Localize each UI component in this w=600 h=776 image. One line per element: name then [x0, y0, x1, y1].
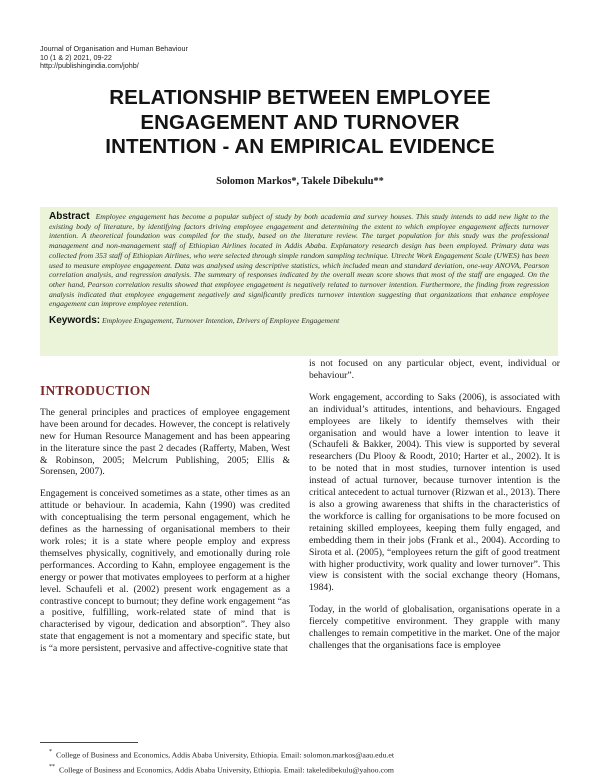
abstract-text: Employee engagement has become a popular subject of study by both academia and survey houses. This study intends to add new light to the existing body of literature, by identifying factors driving employee engagement and determining the extent to which employee engagement affects turnover intention. A theoretical foundation was compiled for the study, based on the literature review. The target population for this study was the professional management and non-management staff of Ethiopian Airlines located in Addis Ababa. Explanatory research design has been employed. Primary data was collected from 353 staff of Ethiopian Airlines, who were selected through simple random sampling technique. Utrecht Work Engagement Scale (UWES) has been used to measure employee engagement. Data was analysed using descriptive statistics, which included mean and standard deviation, one-way ANOVA, Pearson correlation analysis, and regression analysis. The summary of responses indicated by the overall mean score shows that most of the staff are engaged. On the other hand, Pearson correlation results showed that employee engagement is negatively related to turnover intention. Furthermore, the finding from regression analysis indicated that employee engagement negatively and significantly predicts turnover intention suggesting that organizations that enhance employee engagement can improve employee retention. — [49, 212, 549, 309]
keywords-label: Keywords: — [49, 315, 101, 327]
paragraph: The general principles and practices of employee engagement have been around for decades. However, the concept is relatively new for Human Resource Management and has been appearing in the literature since the past 2 decades (Rafferty, Maben, West & Robinson, 2005; Melcrum Publishing, 2005; Ellis & Sorensen, 2007). — [40, 406, 290, 478]
abstract — [49, 212, 549, 309]
footnote-mark: * — [49, 749, 52, 755]
authors: Solomon Markos*, Takele Dibekulu** — [216, 176, 384, 187]
footnotes — [40, 747, 560, 776]
abstract-label: Abstract — [49, 211, 90, 222]
footnote-text: College of Business and Economics, Addis Ababa University, Ethiopia. Email: solomon.markos@aau.edu.et — [56, 750, 394, 760]
left-column — [40, 385, 290, 665]
keywords — [49, 315, 549, 326]
paragraph: Today, in the world of globalisation, organisations operate in a fiercely competitive environment. They grapple with many challenges to remain competitive in the market. One of the major challenges that the organisations face is employee — [309, 604, 560, 651]
paragraph: Work engagement, according to Saks (2006), is associated with an individual’s attitudes, intentions, and behaviours. Engaged employees are likely to identify themselves with their organisation and would have a lower intention to leave it (Schaufeli & Bakker, 2004). This view is supported by several researchers (Du Plooy & Roodt, 2010; Harter et al., 2002). It is to be noted that in most studies, turnover intention is used instead of actual turnover, because turnover intention is the critical antecedent to actual turnover (Rizwan et al., 2013). There is also a growing awareness that shifts in the characteristics of the workforce is calling for organisations to be more focused on retaining skilled employees, keeping them fully engaged, and embedding them in their jobs (Frank et al., 2004). According to Sirota et al. (2005), “employees return the gift of good treatment with higher productivity, work quality and lower turnover”. This view is consistent with the social exchange theory (Homans, 1984). — [309, 391, 560, 594]
footnote-mark: ** — [49, 763, 55, 770]
title-line: INTENTION - AN EMPIRICAL EVIDENCE — [105, 135, 495, 158]
abstract-box — [40, 207, 558, 356]
keywords-text: Employee Engagement, Turnover Intention, Drivers of Employee Engagement — [102, 316, 340, 326]
paragraph: Engagement is conceived sometimes as a state, other times as an attitude or behaviour. In academia, Kahn (1990) was credited with conceptualising the term personal engagement, which he defines as the harnessing of organisational members to their work roles; it is a state where people employ and express themselves physically, cognitively, and emotionally during role performances. According to Kahn, employee engagement is the energy or power that motivates employees to perform at a higher level. Schaufeli et al. (2002) present work engagement as a contrastive concept to burnout; they define work engagement “as a positive, fulfilling, work-related state of mind that is characterised by vigour, dedication and absorption”. They also state that engagement is not a momentary and specific state, but is “a more persistent, pervasive and affective-cognitive state that — [40, 488, 290, 655]
footnote — [40, 762, 560, 776]
footnote — [40, 747, 560, 762]
journal-name: Journal of Organisation and Human Behaviour — [40, 44, 188, 53]
paragraph: is not focused on any particular object, event, individual or behaviour”. — [309, 358, 560, 381]
journal-issue: 10 (1 & 2) 2021, 09-22 — [40, 52, 112, 62]
footnote-text: College of Business and Economics, Addis Ababa University, Ethiopia. Email: takeledibekulu@yahoo.com — [59, 765, 394, 775]
section-heading: INTRODUCTION — [40, 383, 151, 398]
paper-title — [40, 86, 560, 160]
footnote-divider — [40, 742, 138, 743]
journal-header — [40, 45, 340, 71]
right-column — [309, 358, 560, 662]
title-line: RELATIONSHIP BETWEEN EMPLOYEE — [109, 86, 491, 109]
journal-url[interactable]: http://publishingindia.com/johb/ — [40, 61, 139, 71]
title-line: ENGAGEMENT AND TURNOVER — [140, 110, 460, 134]
